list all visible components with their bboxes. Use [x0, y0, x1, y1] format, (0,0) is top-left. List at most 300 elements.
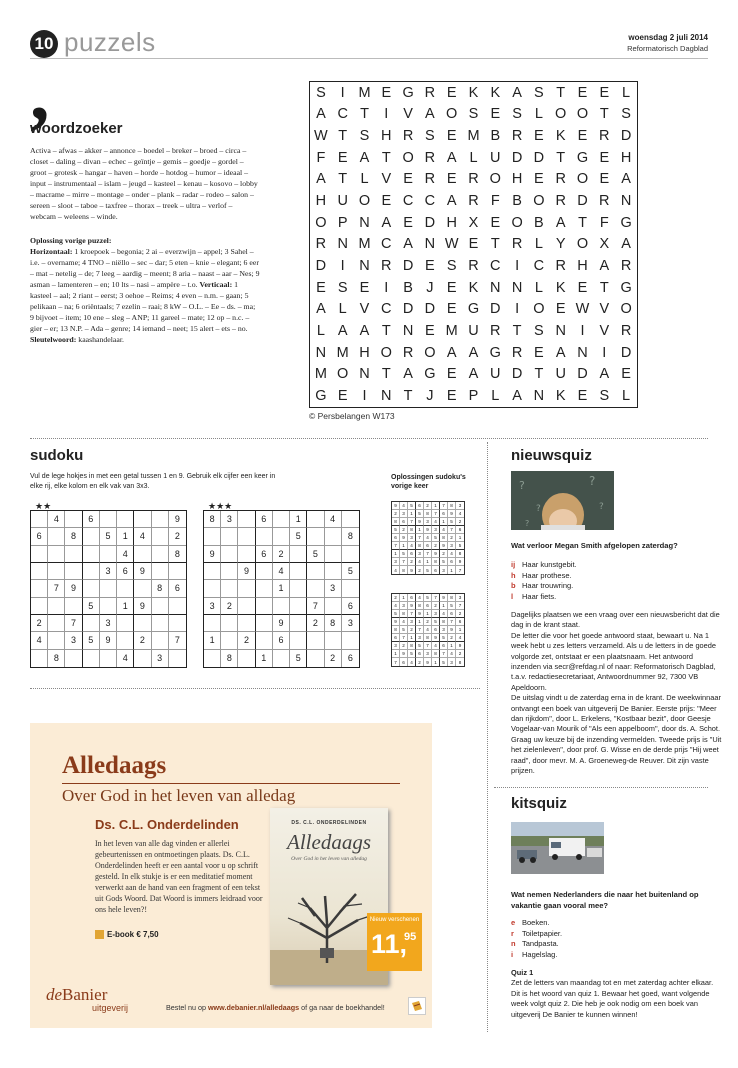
grid-letter[interactable]: N — [555, 323, 566, 340]
grid-letter[interactable]: N — [359, 214, 370, 231]
sudoku-cell[interactable] — [238, 511, 255, 528]
grid-letter[interactable]: R — [424, 171, 436, 188]
grid-letter[interactable]: B — [534, 214, 544, 231]
grid-letter[interactable]: R — [555, 171, 566, 188]
sudoku-cell[interactable] — [134, 650, 151, 667]
grid-letter[interactable]: G — [424, 366, 436, 383]
grid-letter[interactable]: I — [362, 388, 367, 405]
grid-letter[interactable]: X — [468, 214, 479, 231]
grid-letter[interactable]: U — [490, 149, 501, 166]
sudoku-cell[interactable] — [221, 528, 238, 545]
sudoku-cell[interactable]: 5 — [83, 598, 100, 615]
sudoku-cell[interactable] — [169, 615, 186, 632]
grid-letter[interactable]: A — [621, 236, 631, 253]
sudoku-cell[interactable]: 8 — [169, 546, 186, 563]
sudoku-cell[interactable] — [238, 615, 255, 632]
sudoku-cell[interactable]: 3 — [65, 632, 82, 649]
grid-letter[interactable]: V — [599, 323, 610, 340]
sudoku-cell[interactable] — [290, 546, 307, 563]
grid-letter[interactable]: N — [315, 344, 327, 361]
grid-letter[interactable]: O — [315, 214, 327, 231]
sudoku-cell[interactable]: 2 — [221, 598, 238, 615]
grid-letter[interactable]: W — [575, 301, 590, 318]
sudoku-cell[interactable]: 9 — [134, 598, 151, 615]
grid-letter[interactable]: K — [555, 128, 566, 145]
sudoku-cell[interactable]: 9 — [134, 563, 151, 580]
grid-letter[interactable]: A — [316, 301, 326, 318]
grid-letter[interactable]: P — [337, 214, 348, 231]
grid-letter[interactable]: E — [621, 366, 631, 383]
sudoku-cell[interactable]: 2 — [169, 528, 186, 545]
grid-letter[interactable]: R — [402, 128, 414, 145]
grid-letter[interactable]: H — [620, 149, 632, 166]
grid-letter[interactable]: N — [533, 388, 545, 405]
sudoku-cell[interactable] — [117, 632, 134, 649]
grid-letter[interactable]: G — [620, 279, 632, 296]
grid-letter[interactable]: M — [467, 128, 480, 145]
sudoku-cell[interactable] — [307, 511, 324, 528]
sudoku-cell[interactable] — [152, 563, 169, 580]
sudoku-cell[interactable] — [31, 511, 48, 528]
grid-letter[interactable]: E — [555, 301, 566, 318]
grid-letter[interactable]: S — [337, 279, 348, 296]
sudoku-cell[interactable] — [134, 511, 151, 528]
grid-letter[interactable]: N — [511, 279, 523, 296]
grid-letter[interactable]: S — [359, 128, 370, 145]
grid-letter[interactable]: R — [424, 84, 436, 101]
grid-letter[interactable]: N — [359, 258, 370, 275]
grid-letter[interactable]: I — [515, 258, 520, 275]
grid-letter[interactable]: O — [533, 193, 545, 210]
grid-letter[interactable]: R — [468, 258, 479, 275]
sudoku-cell[interactable] — [65, 546, 82, 563]
grid-letter[interactable]: A — [425, 106, 435, 123]
sudoku-cell[interactable]: 3 — [325, 580, 342, 597]
quiz-option[interactable] — [511, 560, 577, 571]
sudoku-cell[interactable]: 1 — [117, 528, 134, 545]
sudoku-cell[interactable] — [238, 546, 255, 563]
grid-letter[interactable]: T — [534, 366, 544, 383]
grid-letter[interactable]: I — [384, 106, 389, 123]
grid-letter[interactable]: L — [534, 106, 543, 123]
grid-letter[interactable]: U — [555, 366, 566, 383]
grid-letter[interactable]: E — [577, 279, 588, 296]
grid-letter[interactable]: X — [599, 236, 610, 253]
sudoku-cell[interactable] — [48, 546, 65, 563]
sudoku-cell[interactable] — [256, 632, 273, 649]
sudoku-cell[interactable] — [221, 580, 238, 597]
quiz-option[interactable] — [511, 918, 562, 929]
grid-letter[interactable]: T — [360, 106, 369, 123]
grid-letter[interactable]: R — [490, 323, 501, 340]
sudoku-cell[interactable] — [273, 650, 290, 667]
sudoku-cell[interactable]: 1 — [117, 598, 134, 615]
grid-letter[interactable]: T — [381, 323, 391, 340]
publisher-logo[interactable] — [46, 985, 107, 1005]
grid-letter[interactable]: G — [402, 84, 414, 101]
sudoku-cell[interactable]: 7 — [65, 615, 82, 632]
sudoku-cell[interactable] — [31, 563, 48, 580]
sudoku-cell[interactable]: 7 — [307, 598, 324, 615]
sudoku-cell[interactable]: 5 — [290, 528, 307, 545]
grid-letter[interactable]: T — [599, 279, 609, 296]
grid-letter[interactable]: D — [577, 366, 588, 383]
sudoku-puzzle-1[interactable] — [30, 510, 187, 668]
grid-letter[interactable]: O — [380, 344, 392, 361]
grid-letter[interactable]: A — [512, 388, 522, 405]
sudoku-cell[interactable]: 3 — [100, 563, 117, 580]
grid-letter[interactable]: B — [490, 128, 501, 145]
sudoku-cell[interactable] — [152, 598, 169, 615]
grid-letter[interactable]: E — [381, 84, 392, 101]
grid-letter[interactable]: O — [555, 106, 567, 123]
grid-letter[interactable]: I — [384, 279, 389, 296]
grid-letter[interactable]: E — [359, 279, 370, 296]
sudoku-cell[interactable]: 2 — [134, 632, 151, 649]
grid-letter[interactable]: N — [402, 323, 414, 340]
grid-letter[interactable]: E — [381, 193, 392, 210]
sudoku-cell[interactable]: 2 — [273, 546, 290, 563]
sudoku-cell[interactable] — [256, 580, 273, 597]
grid-letter[interactable]: C — [381, 301, 392, 318]
sudoku-cell[interactable] — [204, 528, 221, 545]
grid-letter[interactable]: S — [512, 106, 522, 123]
grid-letter[interactable]: R — [402, 344, 414, 361]
sudoku-cell[interactable] — [342, 511, 359, 528]
sudoku-cell[interactable] — [83, 546, 100, 563]
grid-letter[interactable]: V — [381, 171, 392, 188]
grid-letter[interactable]: K — [490, 84, 501, 101]
grid-letter[interactable]: M — [314, 366, 327, 383]
grid-letter[interactable]: V — [599, 301, 610, 318]
sudoku-cell[interactable] — [342, 632, 359, 649]
sudoku-cell[interactable]: 3 — [221, 511, 238, 528]
grid-letter[interactable]: A — [468, 366, 479, 383]
sudoku-cell[interactable]: 2 — [325, 650, 342, 667]
sudoku-cell[interactable] — [307, 650, 324, 667]
sudoku-cell[interactable] — [65, 563, 82, 580]
grid-letter[interactable]: N — [424, 236, 436, 253]
grid-letter[interactable]: G — [576, 149, 589, 166]
grid-letter[interactable]: V — [403, 106, 413, 123]
grid-letter[interactable]: A — [555, 214, 566, 231]
sudoku-cell[interactable] — [100, 511, 117, 528]
grid-letter[interactable]: E — [446, 279, 457, 296]
grid-letter[interactable]: E — [446, 171, 457, 188]
sudoku-cell[interactable] — [134, 580, 151, 597]
grid-letter[interactable]: R — [620, 323, 632, 340]
grid-letter[interactable]: D — [511, 149, 523, 166]
sudoku-cell[interactable] — [48, 632, 65, 649]
sudoku-cell[interactable] — [152, 528, 169, 545]
sudoku-cell[interactable] — [169, 598, 186, 615]
grid-letter[interactable]: R — [468, 171, 479, 188]
sudoku-cell[interactable] — [83, 580, 100, 597]
grid-letter[interactable]: O — [620, 301, 632, 318]
grid-letter[interactable]: I — [602, 344, 607, 361]
grid-letter[interactable]: S — [468, 106, 479, 123]
quiz-option[interactable] — [511, 929, 562, 940]
sudoku-cell[interactable]: 9 — [238, 563, 255, 580]
sudoku-cell[interactable]: 4 — [48, 511, 65, 528]
grid-letter[interactable]: A — [359, 149, 370, 166]
quiz-option[interactable] — [511, 939, 562, 950]
sudoku-cell[interactable] — [100, 580, 117, 597]
grid-letter[interactable]: D — [620, 128, 632, 145]
grid-letter[interactable]: N — [359, 366, 370, 383]
sudoku-cell[interactable] — [152, 632, 169, 649]
grid-letter[interactable]: E — [534, 344, 544, 361]
grid-letter[interactable]: I — [340, 258, 345, 275]
grid-letter[interactable]: A — [621, 171, 631, 188]
sudoku-cell[interactable]: 4 — [134, 528, 151, 545]
grid-letter[interactable]: K — [468, 279, 479, 296]
grid-letter[interactable]: T — [556, 84, 566, 101]
grid-letter[interactable]: E — [446, 128, 457, 145]
sudoku-cell[interactable]: 4 — [31, 632, 48, 649]
sudoku-cell[interactable]: 9 — [204, 546, 221, 563]
grid-letter[interactable]: J — [426, 279, 434, 296]
grid-letter[interactable]: R — [620, 258, 632, 275]
sudoku-cell[interactable] — [65, 511, 82, 528]
grid-letter[interactable]: R — [315, 236, 327, 253]
grid-letter[interactable]: S — [534, 84, 544, 101]
grid-letter[interactable]: D — [402, 301, 414, 318]
sudoku-cell[interactable] — [221, 546, 238, 563]
grid-letter[interactable]: D — [402, 258, 414, 275]
sudoku-cell[interactable] — [221, 615, 238, 632]
grid-letter[interactable]: U — [490, 366, 501, 383]
sudoku-cell[interactable]: 4 — [117, 650, 134, 667]
grid-letter[interactable]: O — [446, 106, 458, 123]
sudoku-cell[interactable] — [204, 615, 221, 632]
grid-letter[interactable]: E — [577, 128, 588, 145]
sudoku-cell[interactable] — [325, 528, 342, 545]
sudoku-cell[interactable]: 8 — [65, 528, 82, 545]
grid-letter[interactable]: A — [316, 171, 326, 188]
grid-letter[interactable]: F — [599, 214, 609, 231]
grid-letter[interactable]: W — [444, 236, 459, 253]
grid-letter[interactable]: B — [403, 279, 413, 296]
grid-letter[interactable]: O — [533, 301, 545, 318]
grid-letter[interactable]: C — [337, 106, 348, 123]
grid-letter[interactable]: E — [534, 171, 544, 188]
sudoku-cell[interactable]: 1 — [273, 580, 290, 597]
grid-letter[interactable]: S — [534, 323, 544, 340]
grid-letter[interactable]: O — [358, 193, 371, 210]
grid-letter[interactable]: T — [381, 149, 391, 166]
grid-letter[interactable]: A — [468, 344, 479, 361]
sudoku-cell[interactable] — [31, 546, 48, 563]
grid-letter[interactable]: A — [599, 258, 610, 275]
sudoku-cell[interactable] — [256, 598, 273, 615]
sudoku-cell[interactable]: 5 — [83, 632, 100, 649]
grid-letter[interactable]: E — [599, 84, 610, 101]
grid-letter[interactable]: E — [425, 258, 435, 275]
sudoku-cell[interactable] — [307, 632, 324, 649]
grid-letter[interactable]: R — [599, 193, 610, 210]
grid-letter[interactable]: N — [620, 193, 632, 210]
sudoku-cell[interactable]: 1 — [256, 650, 273, 667]
grid-letter[interactable]: G — [467, 301, 480, 318]
sudoku-cell[interactable]: 1 — [290, 511, 307, 528]
sudoku-cell[interactable]: 6 — [83, 511, 100, 528]
sudoku-cell[interactable]: 9 — [100, 632, 117, 649]
grid-letter[interactable]: H — [359, 344, 370, 361]
grid-letter[interactable]: A — [359, 323, 370, 340]
sudoku-cell[interactable] — [307, 580, 324, 597]
grid-letter[interactable]: E — [337, 388, 348, 405]
grid-letter[interactable]: D — [424, 214, 436, 231]
order-link[interactable]: www.debanier.nl/alledaags — [207, 1003, 300, 1012]
sudoku-cell[interactable]: 4 — [325, 511, 342, 528]
grid-letter[interactable]: H — [577, 258, 588, 275]
grid-letter[interactable]: T — [490, 236, 500, 253]
sudoku-cell[interactable]: 5 — [342, 563, 359, 580]
grid-letter[interactable]: Y — [555, 236, 566, 253]
grid-letter[interactable]: C — [424, 193, 436, 210]
grid-letter[interactable]: S — [621, 106, 631, 123]
grid-letter[interactable]: L — [534, 279, 543, 296]
sudoku-cell[interactable] — [290, 615, 307, 632]
grid-letter[interactable]: S — [316, 84, 326, 101]
grid-letter[interactable]: H — [446, 214, 457, 231]
sudoku-cell[interactable] — [31, 598, 48, 615]
grid-letter[interactable]: L — [338, 301, 347, 318]
sudoku-cell[interactable] — [117, 615, 134, 632]
grid-letter[interactable]: D — [315, 258, 327, 275]
grid-letter[interactable]: A — [381, 214, 392, 231]
sudoku-cell[interactable] — [204, 580, 221, 597]
grid-letter[interactable]: R — [511, 236, 523, 253]
grid-letter[interactable]: E — [534, 128, 544, 145]
sudoku-cell[interactable]: 3 — [342, 615, 359, 632]
sudoku-cell[interactable] — [117, 511, 134, 528]
grid-letter[interactable]: E — [446, 84, 457, 101]
grid-letter[interactable]: E — [446, 366, 457, 383]
sudoku-cell[interactable] — [48, 528, 65, 545]
sudoku-cell[interactable]: 8 — [342, 528, 359, 545]
sudoku-cell[interactable]: 5 — [290, 650, 307, 667]
sudoku-cell[interactable] — [290, 632, 307, 649]
sudoku-cell[interactable] — [221, 632, 238, 649]
sudoku-cell[interactable] — [290, 563, 307, 580]
sudoku-cell[interactable]: 7 — [48, 580, 65, 597]
grid-letter[interactable]: N — [577, 344, 588, 361]
sudoku-cell[interactable] — [273, 528, 290, 545]
grid-letter[interactable]: E — [490, 106, 501, 123]
grid-letter[interactable]: A — [337, 323, 348, 340]
grid-letter[interactable]: A — [403, 366, 413, 383]
sudoku-cell[interactable] — [83, 563, 100, 580]
sudoku-cell[interactable] — [152, 511, 169, 528]
sudoku-cell[interactable]: 4 — [117, 546, 134, 563]
sudoku-cell[interactable] — [238, 598, 255, 615]
sudoku-cell[interactable]: 8 — [325, 615, 342, 632]
grid-letter[interactable]: A — [599, 366, 610, 383]
grid-letter[interactable]: W — [314, 128, 328, 145]
grid-letter[interactable]: O — [489, 171, 501, 188]
grid-letter[interactable]: E — [337, 149, 348, 166]
grid-letter[interactable]: D — [490, 301, 501, 318]
grid-letter[interactable]: S — [425, 128, 435, 145]
grid-letter[interactable]: T — [556, 149, 566, 166]
sudoku-cell[interactable]: 6 — [347, 653, 353, 664]
sudoku-cell[interactable]: 6 — [256, 546, 273, 563]
grid-letter[interactable]: O — [402, 149, 414, 166]
quiz-option[interactable] — [511, 571, 577, 582]
grid-letter[interactable]: O — [337, 366, 349, 383]
grid-letter[interactable]: L — [622, 388, 631, 405]
sudoku-cell[interactable] — [325, 598, 342, 615]
sudoku-cell[interactable] — [48, 598, 65, 615]
grid-letter[interactable]: N — [337, 236, 348, 253]
quiz-option[interactable] — [511, 950, 562, 961]
sudoku-cell[interactable] — [256, 615, 273, 632]
grid-letter[interactable]: A — [446, 344, 457, 361]
grid-letter[interactable]: E — [403, 171, 413, 188]
sudoku-cell[interactable] — [169, 650, 186, 667]
grid-letter[interactable]: D — [424, 301, 436, 318]
grid-letter[interactable]: G — [620, 214, 632, 231]
sudoku-cell[interactable]: 3 — [204, 598, 221, 615]
sudoku-cell[interactable] — [204, 563, 221, 580]
grid-letter[interactable]: H — [315, 193, 327, 210]
sudoku-cell[interactable] — [256, 563, 273, 580]
grid-letter[interactable]: D — [577, 193, 588, 210]
sudoku-puzzle-2[interactable] — [203, 510, 360, 668]
sudoku-cell[interactable] — [48, 615, 65, 632]
sudoku-cell[interactable]: 8 — [152, 580, 169, 597]
grid-letter[interactable]: L — [316, 323, 325, 340]
quiz-option[interactable] — [511, 592, 577, 603]
grid-letter[interactable]: S — [446, 258, 457, 275]
grid-letter[interactable]: I — [340, 84, 345, 101]
sudoku-cell[interactable] — [83, 615, 100, 632]
grid-letter[interactable]: J — [426, 388, 434, 405]
bookstore-icon[interactable] — [408, 997, 426, 1015]
grid-letter[interactable]: N — [381, 388, 392, 405]
sudoku-cell[interactable] — [342, 546, 359, 563]
grid-letter[interactable]: E — [599, 171, 610, 188]
grid-letter[interactable]: E — [490, 214, 501, 231]
grid-letter[interactable]: A — [446, 193, 457, 210]
sudoku-cell[interactable] — [83, 528, 100, 545]
grid-letter[interactable]: R — [555, 193, 566, 210]
sudoku-cell[interactable] — [290, 580, 307, 597]
sudoku-cell[interactable] — [307, 563, 324, 580]
grid-letter[interactable]: M — [358, 84, 371, 101]
grid-letter[interactable]: T — [338, 171, 348, 188]
sudoku-cell[interactable] — [48, 563, 65, 580]
grid-letter[interactable]: C — [490, 258, 501, 275]
sudoku-cell[interactable] — [83, 650, 100, 667]
grid-letter[interactable]: O — [511, 214, 523, 231]
sudoku-cell[interactable] — [100, 598, 117, 615]
sudoku-cell[interactable]: 6 — [31, 528, 48, 545]
grid-letter[interactable]: K — [468, 84, 479, 101]
grid-letter[interactable]: E — [446, 301, 457, 318]
grid-letter[interactable]: P — [468, 388, 479, 405]
sudoku-cell[interactable] — [65, 598, 82, 615]
grid-letter[interactable]: E — [446, 388, 457, 405]
quiz-option[interactable] — [511, 581, 577, 592]
sudoku-cell[interactable] — [31, 650, 48, 667]
grid-letter[interactable]: A — [512, 84, 522, 101]
sudoku-cell[interactable] — [325, 563, 342, 580]
sudoku-cell[interactable] — [221, 563, 238, 580]
sudoku-cell[interactable]: 8 — [48, 650, 65, 667]
